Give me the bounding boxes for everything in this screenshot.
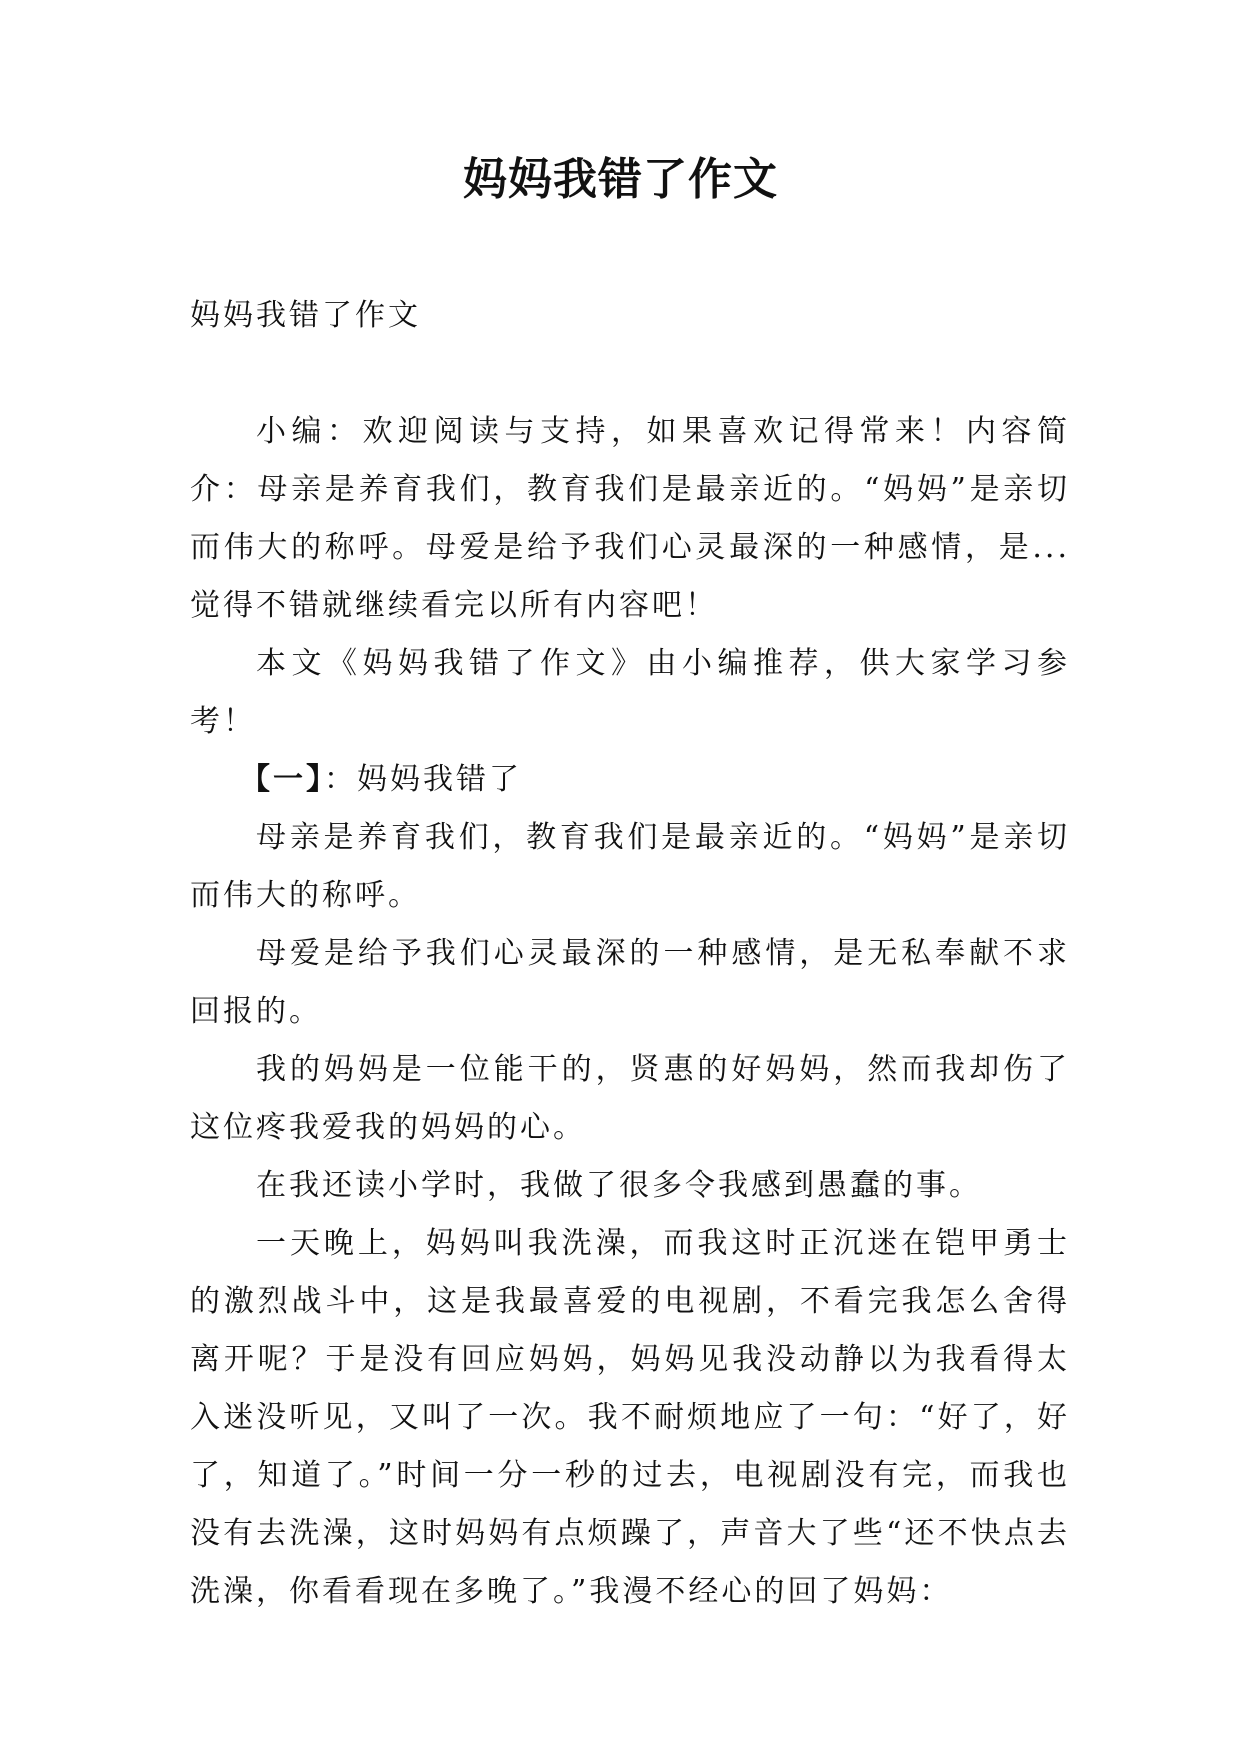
document-title: 妈妈我错了作文 [463,154,778,205]
recommend-paragraph: 本文《妈妈我错了作文》由小编推荐，供大家学习参考！ [190,646,1070,739]
body-paragraph: 一天晚上，妈妈叫我洗澡，而我这时正沉迷在铠甲勇士的激烈战斗中，这是我最喜爱的电视剧，不看完我怎么舍得离开呢？于是没有回应妈妈，妈妈见我没动静以为我看得太入迷没听见，又叫了一次。我不耐烦地应了一句：“好了，好了，知道了。”时间一分一秒的过去，电视剧没有完，而我也没有去洗澡，这时妈妈有点烦躁了，声音大了些“还不快点去洗澡，你看看现在多晚了。”我漫不经心的回了妈妈： [190,1226,1070,1609]
document-subtitle: 妈妈我错了作文 [190,298,421,333]
intro-paragraph: 小编：欢迎阅读与支持，如果喜欢记得常来！内容简介：母亲是养育我们，教育我们是最亲近的。“妈妈”是亲切而伟大的称呼。母爱是给予我们心灵最深的一种感情，是...觉得不错就继续看完以所有内容吧！ [190,414,1070,623]
section-number: 【一】 [240,762,324,797]
body-paragraph: 母爱是给予我们心灵最深的一种感情，是无私奉献不求回报的。 [190,936,1070,1029]
body-paragraph: 母亲是养育我们，教育我们是最亲近的。“妈妈”是亲切而伟大的称呼。 [190,820,1070,913]
section-title: ：妈妈我错了 [324,762,522,797]
body-paragraph: 在我还读小学时，我做了很多令我感到愚蠢的事。 [256,1168,982,1203]
body-paragraph: 我的妈妈是一位能干的，贤惠的好妈妈，然而我却伤了这位疼我爱我的妈妈的心。 [190,1052,1070,1145]
section-heading [190,751,1070,809]
document-body [190,287,1070,1621]
